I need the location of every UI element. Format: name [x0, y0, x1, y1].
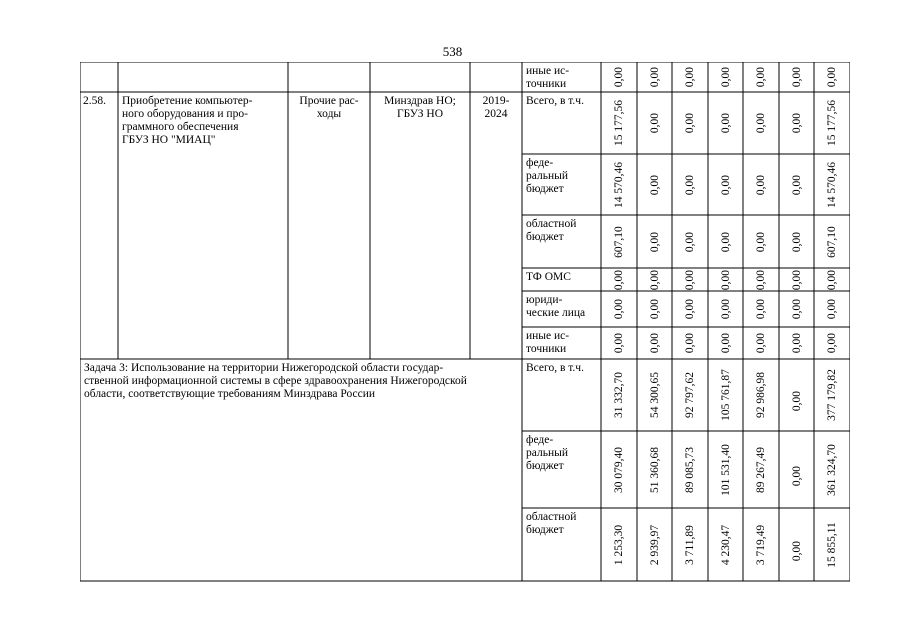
value-text: 15 855,11 — [826, 521, 838, 568]
item-executor: Минздрав НО; ГБУЗ НО — [384, 95, 456, 120]
row-source-label: Всего, в т.ч. — [526, 362, 584, 374]
item-expense-type: Прочие рас- ходы — [299, 95, 359, 120]
value-text: 3 711,89 — [684, 524, 696, 565]
value-text: 0,00 — [719, 231, 732, 252]
value-text: 0,00 — [790, 231, 803, 252]
value-text: 0,00 — [755, 66, 767, 88]
value-text: 0,00 — [790, 465, 803, 486]
value-text: 0,00 — [613, 269, 625, 290]
value-text: 31 332,70 — [613, 372, 625, 418]
value-text: 0,00 — [719, 112, 732, 134]
value-text: 0,00 — [684, 231, 696, 252]
value-text: 0,00 — [790, 540, 803, 561]
value-text: 0,00 — [790, 269, 803, 290]
row-source-label: областной бюджет — [526, 218, 577, 243]
value-text: 0,00 — [719, 66, 732, 88]
row-source-label: феде- ральный бюджет — [526, 157, 568, 195]
task-description: Задача 3: Использование на территории Нижегородской области государ- ственной информационной системы в сфере здравоохранения Нижегородской области, соответствующие требованиям Минздрава России — [84, 362, 467, 400]
value-text: 0,00 — [755, 231, 767, 252]
value-text: 15 177,56 — [613, 100, 625, 146]
value-text: 377 179,82 — [826, 369, 838, 421]
value-text: 0,00 — [684, 174, 696, 195]
value-text: 0,00 — [755, 112, 767, 134]
value-text: 361 324,70 — [826, 443, 838, 496]
value-text: 0,00 — [790, 66, 803, 88]
item-name: Приобретение компьютер- ного оборудования и про- граммного обеспечения ГБУЗ НО "МИАЦ" — [122, 95, 253, 146]
value-text: 0,00 — [790, 174, 803, 195]
value-text: 0,00 — [684, 112, 696, 134]
value-text: 101 531,40 — [719, 443, 732, 496]
value-text: 0,00 — [719, 269, 732, 290]
value-text: 0,00 — [684, 269, 696, 290]
value-text: 0,00 — [826, 332, 838, 354]
value-text: 15 177,56 — [826, 100, 838, 146]
value-text: 92 797,62 — [684, 372, 696, 418]
value-text: 4 230,47 — [719, 524, 732, 565]
value-text: 0,00 — [648, 231, 661, 252]
budget-table — [80, 62, 850, 582]
row-source-label: иные ис- точники — [526, 330, 570, 355]
value-text: 607,10 — [826, 225, 838, 258]
value-text: 92 986,98 — [755, 372, 767, 418]
value-text: 0,00 — [719, 332, 732, 354]
item-period: 2019- 2024 — [482, 95, 510, 120]
value-text: 14 570,46 — [826, 161, 838, 208]
value-text: 0,00 — [648, 174, 661, 195]
value-text: 0,00 — [648, 112, 661, 134]
value-text: 0,00 — [613, 298, 625, 320]
value-text: 0,00 — [648, 332, 661, 354]
value-text: 0,00 — [613, 332, 625, 354]
row-source-label: иные ис- точники — [526, 65, 570, 90]
value-text: 51 360,68 — [648, 446, 661, 493]
value-text: 0,00 — [755, 332, 767, 354]
value-text: 0,00 — [790, 112, 803, 134]
row-source-label: Всего, в т.ч. — [526, 95, 584, 107]
value-text: 0,00 — [719, 298, 732, 320]
item-number: 2.58. — [83, 95, 106, 107]
value-text: 0,00 — [755, 174, 767, 195]
value-text: 0,00 — [826, 269, 838, 290]
value-text: 0,00 — [719, 174, 732, 195]
value-text: 0,00 — [755, 269, 767, 290]
row-source-label: юриди- ческие лица — [526, 294, 586, 319]
value-text: 607,10 — [613, 225, 625, 258]
value-text: 2 939,97 — [648, 524, 661, 565]
value-text: 0,00 — [648, 269, 661, 290]
value-text: 0,00 — [755, 298, 767, 320]
value-text: 0,00 — [684, 298, 696, 320]
page-number: 538 — [442, 44, 463, 59]
value-text: 0,00 — [826, 66, 838, 88]
value-text: 3 719,49 — [755, 524, 767, 565]
value-text: 30 079,40 — [613, 446, 625, 493]
value-text: 0,00 — [613, 66, 625, 88]
value-text: 0,00 — [684, 66, 696, 88]
value-text: 89 085,73 — [684, 446, 696, 493]
value-text: 54 300,65 — [648, 372, 661, 418]
value-text: 89 267,49 — [755, 446, 767, 493]
value-text: 1 253,30 — [613, 524, 625, 565]
value-text: 0,00 — [684, 332, 696, 354]
value-text: 0,00 — [790, 390, 803, 412]
row-source-label: ТФ ОМС — [526, 271, 571, 283]
value-text: 105 761,87 — [719, 369, 732, 421]
value-text: 0,00 — [648, 66, 661, 88]
value-text: 0,00 — [790, 298, 803, 320]
value-text: 0,00 — [648, 298, 661, 320]
value-text: 0,00 — [826, 298, 838, 320]
value-text: 0,00 — [790, 332, 803, 354]
value-text: 14 570,46 — [613, 161, 625, 208]
row-source-label: областной бюджет — [526, 511, 577, 536]
row-source-label: феде- ральный бюджет — [526, 434, 568, 472]
